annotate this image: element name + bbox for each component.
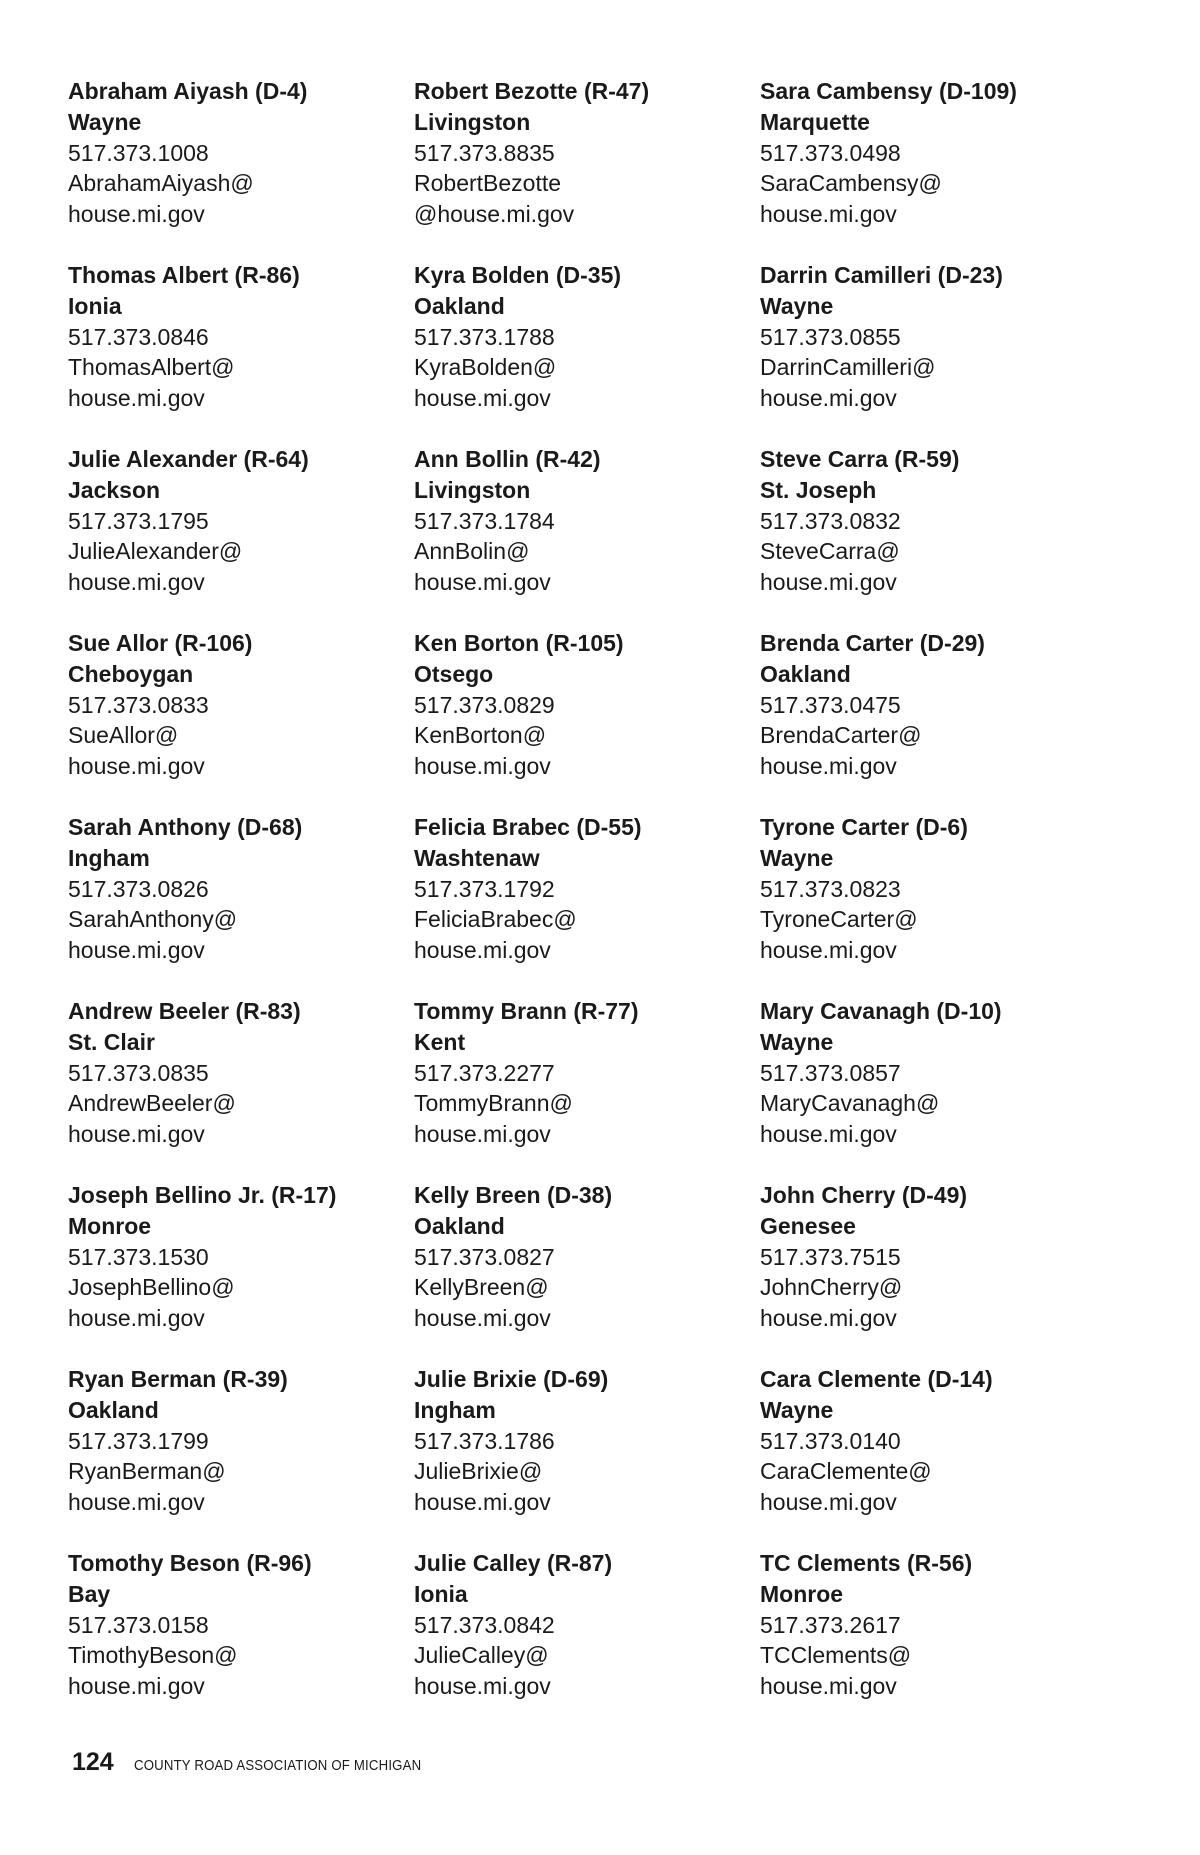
legislator-email-user: JulieAlexander@: [68, 538, 243, 565]
legislator-name: Sara Cambensy (D-109): [760, 78, 1017, 104]
legislator-county: Bay: [68, 1580, 111, 1607]
legislator-directory: [68, 76, 1148, 1732]
legislator-county: Wayne: [68, 108, 142, 135]
legislator-email-user: KellyBreen@: [414, 1274, 549, 1301]
legislator-entry: [414, 628, 760, 812]
legislator-email-domain: house.mi.gov: [414, 753, 551, 780]
legislator-email-user: JulieCalley@: [414, 1642, 549, 1669]
legislator-county: Washtenaw: [414, 844, 540, 871]
legislator-county: Oakland: [414, 292, 505, 319]
legislator-email-domain: house.mi.gov: [68, 753, 205, 780]
legislator-name: Brenda Carter (D-29): [760, 630, 985, 656]
legislator-entry: [760, 1180, 1106, 1364]
legislator-email-user: AbrahamAiyash@: [68, 170, 254, 197]
legislator-county: Monroe: [68, 1212, 152, 1239]
legislator-county: Oakland: [414, 1212, 505, 1239]
legislator-email-user: KyraBolden@: [414, 354, 557, 381]
legislator-email-domain: house.mi.gov: [760, 1489, 897, 1516]
legislator-county: Wayne: [760, 844, 834, 871]
legislator-email-user: SaraCambensy@: [760, 170, 942, 197]
legislator-county: Wayne: [760, 292, 834, 319]
legislator-entry: [414, 1548, 760, 1732]
legislator-phone: 517.373.2277: [414, 1059, 555, 1086]
legislator-entry: [414, 1364, 760, 1548]
legislator-email-user: BrendaCarter@: [760, 722, 922, 749]
legislator-county: Wayne: [760, 1028, 834, 1055]
legislator-county: Wayne: [760, 1396, 834, 1423]
legislator-name: Tomothy Beson (R-96): [68, 1550, 312, 1576]
legislator-email-domain: house.mi.gov: [68, 937, 205, 964]
legislator-email-domain: house.mi.gov: [68, 385, 205, 412]
legislator-phone: 517.373.8835: [414, 139, 555, 166]
legislator-email-user: MaryCavanagh@: [760, 1090, 940, 1117]
directory-column: [760, 76, 1106, 1732]
legislator-name: Robert Bezotte (R-47): [414, 78, 650, 104]
legislator-entry: [68, 628, 414, 812]
legislator-phone: 517.373.0826: [68, 875, 209, 902]
legislator-name: Cara Clemente (D-14): [760, 1366, 993, 1392]
directory-column: [68, 76, 414, 1732]
legislator-email-domain: house.mi.gov: [760, 1121, 897, 1148]
legislator-name: Mary Cavanagh (D-10): [760, 998, 1002, 1024]
legislator-phone: 517.373.1792: [414, 875, 555, 902]
legislator-email-domain: house.mi.gov: [760, 569, 897, 596]
legislator-county: Ingham: [414, 1396, 496, 1423]
legislator-email-domain: house.mi.gov: [760, 753, 897, 780]
legislator-county: Ionia: [68, 292, 122, 319]
legislator-email-user: JulieBrixie@: [414, 1458, 543, 1485]
legislator-entry: [760, 996, 1106, 1180]
legislator-email-user: DarrinCamilleri@: [760, 354, 936, 381]
legislator-email-domain: house.mi.gov: [760, 1305, 897, 1332]
legislator-email-user: TimothyBeson@: [68, 1642, 238, 1669]
legislator-entry: [760, 76, 1106, 260]
legislator-phone: 517.373.1799: [68, 1427, 209, 1454]
legislator-email-user: TyroneCarter@: [760, 906, 918, 933]
legislator-email-user: TommyBrann@: [414, 1090, 573, 1117]
legislator-email-user: RyanBerman@: [68, 1458, 226, 1485]
legislator-entry: [414, 1180, 760, 1364]
legislator-name: John Cherry (D-49): [760, 1182, 968, 1208]
legislator-name: Ken Borton (R-105): [414, 630, 624, 656]
legislator-email-user: SarahAnthony@: [68, 906, 238, 933]
legislator-county: Kent: [414, 1028, 466, 1055]
legislator-name: Sue Allor (R-106): [68, 630, 253, 656]
legislator-phone: 517.373.0140: [760, 1427, 901, 1454]
legislator-county: Livingston: [414, 476, 531, 503]
legislator-email-domain: house.mi.gov: [68, 1121, 205, 1148]
legislator-phone: 517.373.0833: [68, 691, 209, 718]
legislator-county: Livingston: [414, 108, 531, 135]
legislator-email-user: JohnCherry@: [760, 1274, 903, 1301]
legislator-county: Oakland: [760, 660, 851, 687]
legislator-name: Andrew Beeler (R-83): [68, 998, 301, 1024]
legislator-phone: 517.373.0842: [414, 1611, 555, 1638]
legislator-phone: 517.373.0827: [414, 1243, 555, 1270]
legislator-entry: [414, 996, 760, 1180]
legislator-phone: 517.373.2617: [760, 1611, 901, 1638]
legislator-email-user: ThomasAlbert@: [68, 354, 235, 381]
directory-column: [414, 76, 760, 1732]
legislator-name: Kelly Breen (D-38): [414, 1182, 613, 1208]
legislator-phone: 517.373.0846: [68, 323, 209, 350]
legislator-name: Tommy Brann (R-77): [414, 998, 639, 1024]
legislator-email-domain: house.mi.gov: [414, 1673, 551, 1700]
legislator-email-domain: @house.mi.gov: [414, 201, 575, 228]
legislator-phone: 517.373.0835: [68, 1059, 209, 1086]
legislator-name: TC Clements (R-56): [760, 1550, 973, 1576]
legislator-county: St. Joseph: [760, 476, 877, 503]
legislator-name: Kyra Bolden (D-35): [414, 262, 622, 288]
legislator-county: Genesee: [760, 1212, 856, 1239]
page-footer: [72, 1748, 460, 1777]
legislator-email-domain: house.mi.gov: [760, 201, 897, 228]
legislator-entry: [68, 812, 414, 996]
legislator-entry: [68, 76, 414, 260]
legislator-phone: 517.373.0158: [68, 1611, 209, 1638]
legislator-email-user: CaraClemente@: [760, 1458, 932, 1485]
legislator-entry: [760, 1548, 1106, 1732]
page-number: 124: [72, 1748, 114, 1776]
legislator-county: St. Clair: [68, 1028, 155, 1055]
legislator-email-domain: house.mi.gov: [414, 1489, 551, 1516]
legislator-email-user: JosephBellino@: [68, 1274, 235, 1301]
legislator-email-domain: house.mi.gov: [68, 1489, 205, 1516]
legislator-county: Oakland: [68, 1396, 159, 1423]
legislator-entry: [68, 1180, 414, 1364]
legislator-county: Otsego: [414, 660, 494, 687]
legislator-county: Ionia: [414, 1580, 468, 1607]
legislator-entry: [68, 260, 414, 444]
legislator-email-domain: house.mi.gov: [414, 569, 551, 596]
legislator-county: Ingham: [68, 844, 150, 871]
legislator-email-domain: house.mi.gov: [414, 385, 551, 412]
legislator-entry: [68, 1364, 414, 1548]
legislator-entry: [760, 444, 1106, 628]
legislator-email-user: SteveCarra@: [760, 538, 900, 565]
legislator-email-user: TCClements@: [760, 1642, 912, 1669]
legislator-entry: [760, 628, 1106, 812]
legislator-email-domain: house.mi.gov: [760, 1673, 897, 1700]
legislator-email-domain: house.mi.gov: [760, 385, 897, 412]
legislator-phone: 517.373.0857: [760, 1059, 901, 1086]
legislator-entry: [760, 260, 1106, 444]
legislator-name: Darrin Camilleri (D-23): [760, 262, 1003, 288]
legislator-name: Thomas Albert (R-86): [68, 262, 300, 288]
legislator-entry: [68, 444, 414, 628]
legislator-entry: [760, 812, 1106, 996]
legislator-phone: 517.373.1530: [68, 1243, 209, 1270]
legislator-name: Abraham Aiyash (D-4): [68, 78, 308, 104]
legislator-email-domain: house.mi.gov: [414, 937, 551, 964]
legislator-email-user: KenBorton@: [414, 722, 547, 749]
legislator-email-domain: house.mi.gov: [68, 1305, 205, 1332]
legislator-name: Julie Calley (R-87): [414, 1550, 613, 1576]
legislator-email-user: RobertBezotte: [414, 170, 562, 197]
legislator-email-domain: house.mi.gov: [68, 201, 205, 228]
legislator-phone: 517.373.1788: [414, 323, 555, 350]
legislator-name: Sarah Anthony (D-68): [68, 814, 303, 840]
legislator-name: Ryan Berman (R-39): [68, 1366, 288, 1392]
footer-title: COUNTY ROAD ASSOCIATION OF MICHIGAN: [133, 1757, 422, 1774]
legislator-name: Julie Alexander (R-64): [68, 446, 309, 472]
legislator-phone: 517.373.1786: [414, 1427, 555, 1454]
legislator-email-domain: house.mi.gov: [414, 1305, 551, 1332]
legislator-phone: 517.373.0498: [760, 139, 901, 166]
legislator-phone: 517.373.0855: [760, 323, 901, 350]
legislator-phone: 517.373.1795: [68, 507, 209, 534]
legislator-entry: [414, 444, 760, 628]
legislator-county: Cheboygan: [68, 660, 194, 687]
legislator-entry: [760, 1364, 1106, 1548]
legislator-name: Tyrone Carter (D-6): [760, 814, 968, 840]
legislator-name: Julie Brixie (D-69): [414, 1366, 609, 1392]
legislator-email-user: AndrewBeeler@: [68, 1090, 236, 1117]
legislator-phone: 517.373.0832: [760, 507, 901, 534]
legislator-entry: [414, 812, 760, 996]
legislator-email-user: FeliciaBrabec@: [414, 906, 577, 933]
legislator-phone: 517.373.0829: [414, 691, 555, 718]
legislator-name: Ann Bollin (R-42): [414, 446, 601, 472]
legislator-email-domain: house.mi.gov: [68, 569, 205, 596]
legislator-phone: 517.373.1784: [414, 507, 555, 534]
legislator-email-domain: house.mi.gov: [414, 1121, 551, 1148]
legislator-entry: [414, 76, 760, 260]
legislator-entry: [68, 996, 414, 1180]
legislator-email-domain: house.mi.gov: [68, 1673, 205, 1700]
legislator-email-user: AnnBolin@: [414, 538, 530, 565]
legislator-email-domain: house.mi.gov: [760, 937, 897, 964]
legislator-phone: 517.373.7515: [760, 1243, 901, 1270]
legislator-county: Jackson: [68, 476, 161, 503]
legislator-phone: 517.373.0475: [760, 691, 901, 718]
legislator-name: Joseph Bellino Jr. (R-17): [68, 1182, 337, 1208]
legislator-phone: 517.373.1008: [68, 139, 209, 166]
legislator-name: Felicia Brabec (D-55): [414, 814, 642, 840]
legislator-county: Marquette: [760, 108, 870, 135]
legislator-entry: [68, 1548, 414, 1732]
legislator-entry: [414, 260, 760, 444]
legislator-email-user: SueAllor@: [68, 722, 179, 749]
legislator-phone: 517.373.0823: [760, 875, 901, 902]
legislator-county: Monroe: [760, 1580, 844, 1607]
legislator-name: Steve Carra (R-59): [760, 446, 960, 472]
